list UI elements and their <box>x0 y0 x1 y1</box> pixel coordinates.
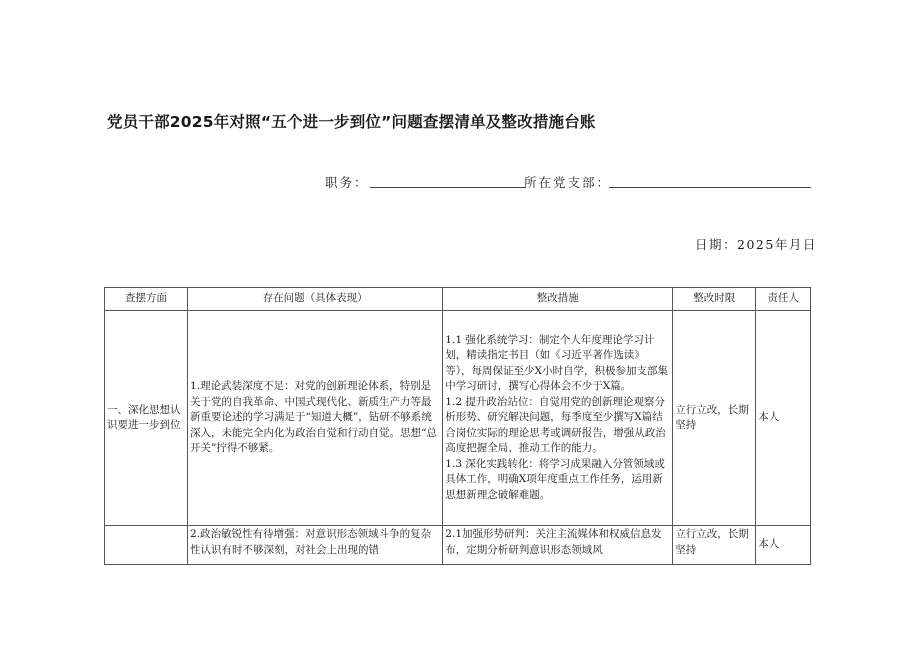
header-problem: 存在问题（具体表现） <box>188 288 443 311</box>
header-deadline: 整改时限 <box>673 288 756 311</box>
cell-problem: 1.理论武装深度不足：对党的创新理论体系，特别是关于党的自我革命、中国式现代化、新质生产力等最新重要论述的学习满足于“知道大概”，钻研不够系统深入，未能完全内化为政治自觉和行动自觉。思想“总开关”拧得不够紧。 <box>188 311 443 526</box>
rectification-table <box>104 287 811 565</box>
cell-measures <box>443 311 673 526</box>
cell-problem: 2.政治敏锐性有待增强：对意识形态领域斗争的复杂性认识有时不够深刻，对社会上出现的错 <box>188 526 443 565</box>
cell-aspect: 一、深化思想认识要进一步到位 <box>105 311 188 526</box>
measure-item: 1.2 提升政治站位：自觉用党的创新理论观察分析形势、研究解决问题，每季度至少撰写X篇结合岗位实际的理论思考或调研报告，增强从政治高度把握全局、推动工作的能力。 <box>445 395 666 455</box>
date-value: 2025年月日 <box>737 237 817 252</box>
measure-item: 2.1加强形势研判：关注主流媒体和权威信息发布，定期分析研判意识形态领域风 <box>445 528 662 556</box>
position-label: 职务： <box>325 175 369 190</box>
cell-deadline: 立行立改，长期坚持 <box>673 311 756 526</box>
cell-deadline: 立行立改，长期坚持 <box>673 526 756 565</box>
branch-field-line <box>609 187 811 188</box>
cell-owner: 本人 <box>756 526 811 565</box>
date-line <box>695 235 817 253</box>
date-label: 日期： <box>695 237 738 252</box>
table-row <box>105 311 811 526</box>
header-measures: 整改措施 <box>443 288 673 311</box>
branch-label: 所在党支部： <box>524 175 612 190</box>
cell-owner: 本人 <box>756 311 811 526</box>
table-header-row <box>105 288 811 311</box>
document-title: 党员干部2025年对照“五个进一步到位”问题查摆清单及整改措施台账 <box>107 113 596 131</box>
measure-item: 1.1 强化系统学习：制定个人年度理论学习计划，精读指定书目（如《习近平著作选读》等），每周保证至少X小时自学，积极参加支部集中学习研讨，撰写心得体会不少于X篇。 <box>445 333 669 393</box>
header-owner: 责任人 <box>756 288 811 311</box>
cell-aspect <box>105 526 188 565</box>
cell-measures <box>443 526 673 565</box>
header-aspect: 查摆方面 <box>105 288 188 311</box>
measure-item: 1.3 深化实践转化：将学习成果融入分管领域或具体工作，明确X项年度重点工作任务，运用新思想新理念破解难题。 <box>445 457 665 501</box>
table-row <box>105 526 811 565</box>
position-field-line <box>370 187 526 188</box>
